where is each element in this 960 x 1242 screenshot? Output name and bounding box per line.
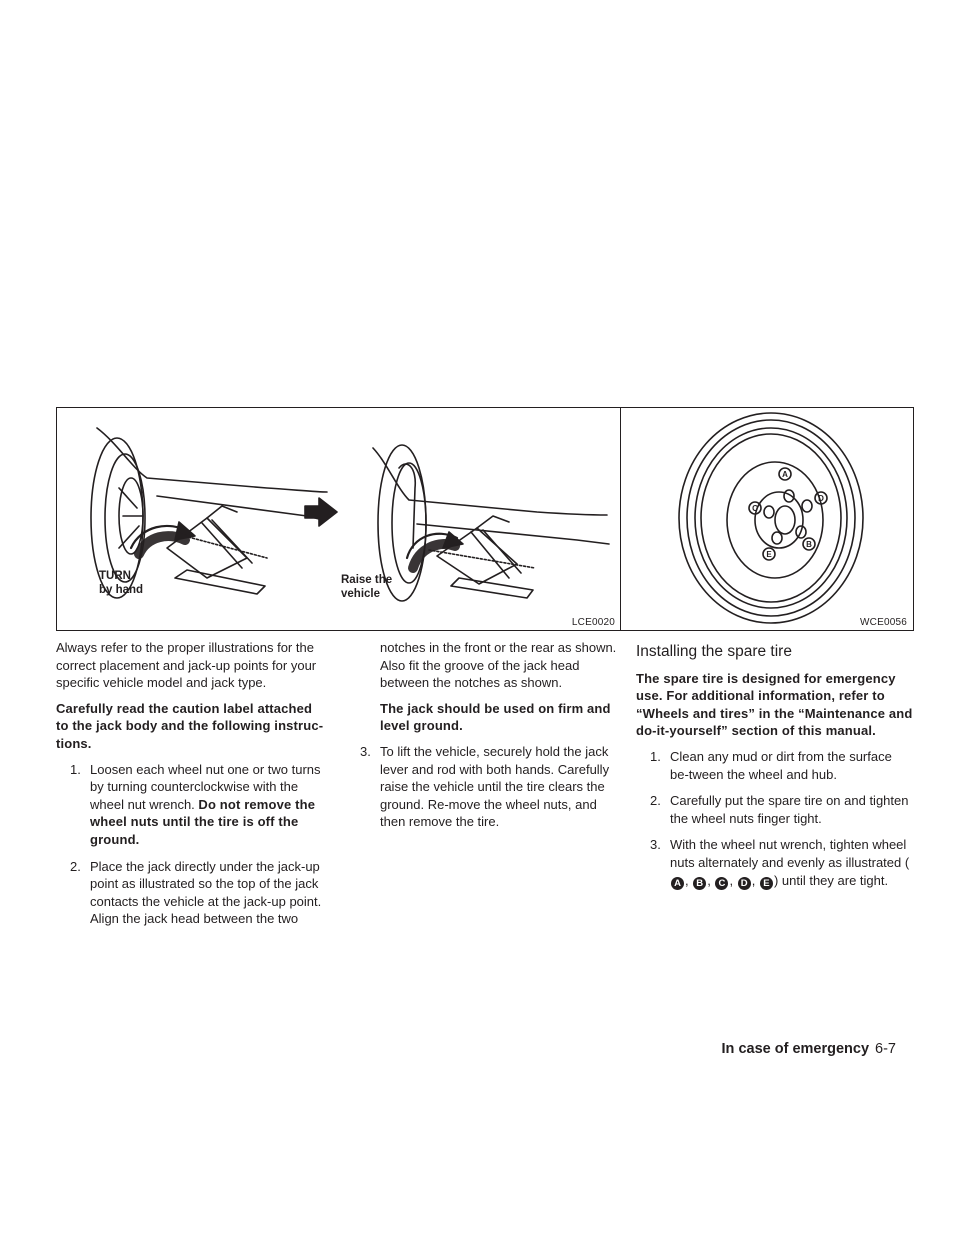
step-number: 2. (650, 793, 661, 809)
step-continuation: notches in the front or the rear as shown. Also fit the groove of the jack head between the notches as shown. (380, 640, 617, 691)
list-item (346, 743, 622, 831)
list-item: 3. With the wheel nut wrench, tighten wheel nuts alternately and evenly as illustrated (A , B , C , D , E ) until they are tight. (650, 837, 910, 889)
nut-label-e: E (766, 550, 772, 559)
nut-label-d: D (818, 494, 824, 503)
step-number: 1. (70, 761, 81, 777)
figure-code: WCE0056 (860, 617, 907, 628)
figure-spare-tire (620, 407, 914, 631)
step-warning: Do not remove the wheel nuts until the tire is off the ground. (90, 796, 316, 847)
step-number: 3. (650, 837, 661, 853)
circled-letter-b: B (693, 877, 706, 890)
list-item (636, 792, 914, 827)
jack-illustration (57, 408, 622, 631)
caution-paragraph: Carefully read the caution label attached to the jack body and the following instruc-tions. (56, 700, 324, 751)
nut-label-c: C (752, 504, 758, 513)
circled-letter-c: C (715, 877, 728, 890)
circled-letter-a: A (671, 877, 684, 890)
car-body-line-1 (97, 428, 327, 492)
list-item (56, 858, 326, 928)
step-text: Loosen each wheel nut one or two turns by turning counterclockwise with the wheel nut wrench. (90, 761, 321, 812)
page-number: 6-7 (875, 1041, 896, 1057)
intro-paragraph: Always refer to the proper illustrations for the correct placement and jack-up points for your specific vehicle model and jack type. (56, 640, 317, 691)
step-text: Place the jack directly under the jack-up point as illustrated so the top of the jack contacts the vehicle at the jack-up point. Align the jack head between the two (90, 858, 322, 927)
circled-letter-e: E (760, 877, 773, 890)
step-text: To lift the vehicle, securely hold the jack lever and rod with both hands. Carefully raise the vehicle until the tire clears the ground. Re-move the wheel nuts, and then remove the tire. (380, 743, 610, 830)
spare-tire-illustration (621, 408, 914, 631)
step-text: Carefully put the spare tire on and tighten the wheel nuts finger tight. (670, 793, 909, 826)
step-text: With the wheel nut wrench, tighten wheel nuts alternately and evenly as illustrated ( (670, 837, 910, 870)
step-warning: The jack should be used on firm and level ground. (380, 700, 611, 734)
nut-label-b: B (806, 540, 812, 549)
step-number: 3. (360, 743, 371, 759)
step-text: Clean any mud or dirt from the surface be-tween the wheel and hub. (670, 748, 892, 782)
left-column (56, 639, 326, 937)
step-number: 2. (70, 858, 81, 874)
circled-letter-d: D (738, 877, 751, 890)
label-raise-vehicle: Raise the vehicle (341, 574, 393, 600)
section-heading: Installing the spare tire (636, 643, 792, 660)
list-item (636, 748, 914, 783)
page-footer (722, 1041, 896, 1057)
right-column (636, 643, 914, 899)
chapter-title: In case of emergency (721, 1041, 870, 1057)
step-text-end: ) until they are tight. (773, 872, 889, 888)
intro-warning: The spare tire is designed for emergency use. For additional information, refer to “Wheels and tires” in the “Maintenance and do-it-yourself” section of this manual. (636, 670, 913, 739)
middle-column (346, 639, 622, 840)
label-turn-by-hand: TURN by hand (99, 570, 144, 596)
step-number: 1. (650, 748, 661, 764)
figure-code: LCE0020 (571, 617, 615, 628)
figure-jack-operation (56, 407, 622, 631)
list-item (56, 761, 326, 849)
next-step-arrow-icon (305, 498, 337, 526)
nut-label-a: A (782, 470, 788, 479)
